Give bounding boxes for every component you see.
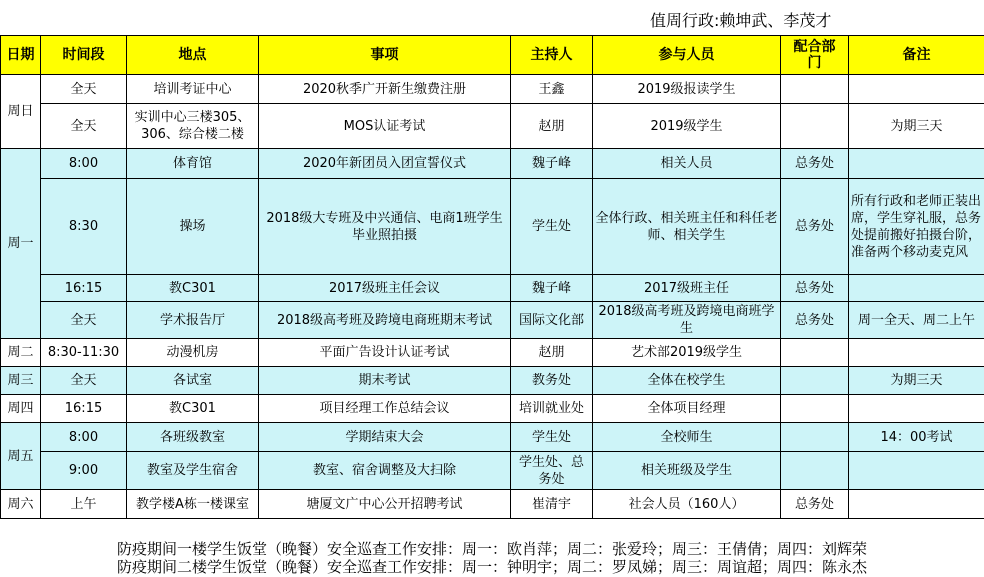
cell-item: 期末考试 [259, 367, 511, 395]
cell-people: 相关班级及学生 [593, 452, 781, 490]
cell-people: 2017级班主任 [593, 275, 781, 302]
day-cell-thursday: 周四 [1, 395, 41, 423]
duty-staff-line: 值周行政:赖坤武、李茂才 [650, 8, 831, 31]
cell-host: 赵朋 [511, 339, 593, 367]
cell-place: 教学楼A栋一楼课室 [127, 490, 259, 519]
cell-time: 全天 [41, 367, 127, 395]
day-cell-sunday: 周日 [1, 75, 41, 149]
cell-host: 王鑫 [511, 75, 593, 104]
day-cell-friday: 周五 [1, 423, 41, 490]
cell-host: 教务处 [511, 367, 593, 395]
cell-time: 全天 [41, 104, 127, 149]
table-row [1, 75, 984, 104]
cell-time: 8:00 [41, 149, 127, 179]
cell-dept: 总务处 [781, 302, 849, 339]
table-row [1, 367, 984, 395]
day-cell-wednesday: 周三 [1, 367, 41, 395]
cell-note: 所有行政和老师正装出席，学生穿礼服，总务处提前搬好拍摄台阶，准备两个移动麦克风 [849, 179, 984, 275]
cell-people: 2019级报读学生 [593, 75, 781, 104]
cell-time: 上午 [41, 490, 127, 519]
table-row [1, 339, 984, 367]
cell-note: 为期三天 [849, 104, 984, 149]
cell-item: 塘厦文广中心公开招聘考试 [259, 490, 511, 519]
cell-note [849, 75, 984, 104]
cell-host: 魏子峰 [511, 149, 593, 179]
cell-item: MOS认证考试 [259, 104, 511, 149]
cell-note [849, 339, 984, 367]
cell-item: 学期结束大会 [259, 423, 511, 452]
cell-place: 培训考证中心 [127, 75, 259, 104]
footer-line-1: 防疫期间一楼学生饭堂（晚餐）安全巡查工作安排：周一：欧肖萍；周二：张爱玲；周三：王倩倩；周四：刘辉荣 [0, 538, 984, 559]
cell-note: 周一全天、周二上午 [849, 302, 984, 339]
cell-host: 国际文化部 [511, 302, 593, 339]
cell-people: 全体行政、相关班主任和科任老师、相关学生 [593, 179, 781, 275]
cell-place: 教C301 [127, 275, 259, 302]
cell-item: 2020秋季广开新生缴费注册 [259, 75, 511, 104]
cell-time: 9:00 [41, 452, 127, 490]
cell-people: 社会人员（160人） [593, 490, 781, 519]
table-row [1, 395, 984, 423]
cell-dept [781, 395, 849, 423]
table-row [1, 275, 984, 302]
cell-people: 相关人员 [593, 149, 781, 179]
cell-host: 学生处 [511, 179, 593, 275]
day-cell-saturday: 周六 [1, 490, 41, 519]
cell-place: 教C301 [127, 395, 259, 423]
cell-time: 8:30 [41, 179, 127, 275]
cell-dept: 总务处 [781, 275, 849, 302]
table-row [1, 490, 984, 519]
cell-time: 全天 [41, 302, 127, 339]
schedule-table [0, 35, 984, 519]
footer-line-2: 防疫期间二楼学生饭堂（晚餐）安全巡查工作安排：周一：钟明宇；周二：罗凤娣；周三：周谊超；周四：陈永杰 [0, 556, 984, 577]
cell-time: 8:30-11:30 [41, 339, 127, 367]
cell-dept [781, 104, 849, 149]
cell-note [849, 395, 984, 423]
table-row [1, 104, 984, 149]
cell-host: 魏子峰 [511, 275, 593, 302]
cell-place: 教室及学生宿舍 [127, 452, 259, 490]
cell-note [849, 490, 984, 519]
table-row [1, 452, 984, 490]
day-cell-monday: 周一 [1, 149, 41, 339]
header-place: 地点 [127, 36, 259, 75]
cell-note: 14：00考试 [849, 423, 984, 452]
cell-item: 2020年新团员入团宣誓仪式 [259, 149, 511, 179]
cell-time: 16:15 [41, 275, 127, 302]
cell-item: 平面广告设计认证考试 [259, 339, 511, 367]
cell-note [849, 275, 984, 302]
day-cell-tuesday: 周二 [1, 339, 41, 367]
cell-dept: 总务处 [781, 490, 849, 519]
cell-item: 2018级大专班及中兴通信、电商1班学生毕业照拍摄 [259, 179, 511, 275]
header-date: 日期 [1, 36, 41, 75]
cell-people: 全体项目经理 [593, 395, 781, 423]
cell-note [849, 149, 984, 179]
header-people: 参与人员 [593, 36, 781, 75]
table-row [1, 149, 984, 179]
cell-place: 动漫机房 [127, 339, 259, 367]
cell-note: 为期三天 [849, 367, 984, 395]
cell-place: 学术报告厅 [127, 302, 259, 339]
table-row [1, 423, 984, 452]
cell-dept [781, 339, 849, 367]
cell-people: 全校师生 [593, 423, 781, 452]
cell-dept [781, 452, 849, 490]
cell-note [849, 452, 984, 490]
cell-place: 各班级教室 [127, 423, 259, 452]
cell-dept [781, 423, 849, 452]
cell-item: 2017级班主任会议 [259, 275, 511, 302]
cell-people: 艺术部2019级学生 [593, 339, 781, 367]
header-item: 事项 [259, 36, 511, 75]
table-header-row [1, 36, 984, 75]
cell-host: 赵朋 [511, 104, 593, 149]
cell-item: 2018级高考班及跨境电商班期末考试 [259, 302, 511, 339]
cell-host: 崔清宇 [511, 490, 593, 519]
cell-place: 操场 [127, 179, 259, 275]
cell-dept [781, 75, 849, 104]
cell-item: 教室、宿舍调整及大扫除 [259, 452, 511, 490]
cell-time: 8:00 [41, 423, 127, 452]
cell-place: 实训中心三楼305、306、综合楼二楼 [127, 104, 259, 149]
cell-host: 学生处 [511, 423, 593, 452]
cell-people: 全体在校学生 [593, 367, 781, 395]
table-row [1, 179, 984, 275]
cell-dept: 总务处 [781, 149, 849, 179]
cell-dept: 总务处 [781, 179, 849, 275]
cell-dept [781, 367, 849, 395]
cell-people: 2018级高考班及跨境电商班学生 [593, 302, 781, 339]
cell-place: 各试室 [127, 367, 259, 395]
header-time: 时间段 [41, 36, 127, 75]
cell-time: 16:15 [41, 395, 127, 423]
header-dept: 配合部门 [781, 36, 849, 75]
cell-time: 全天 [41, 75, 127, 104]
cell-people: 2019级学生 [593, 104, 781, 149]
cell-host: 培训就业处 [511, 395, 593, 423]
header-note: 备注 [849, 36, 984, 75]
cell-item: 项目经理工作总结会议 [259, 395, 511, 423]
header-host: 主持人 [511, 36, 593, 75]
cell-place: 体育馆 [127, 149, 259, 179]
table-row [1, 302, 984, 339]
cell-host: 学生处、总务处 [511, 452, 593, 490]
